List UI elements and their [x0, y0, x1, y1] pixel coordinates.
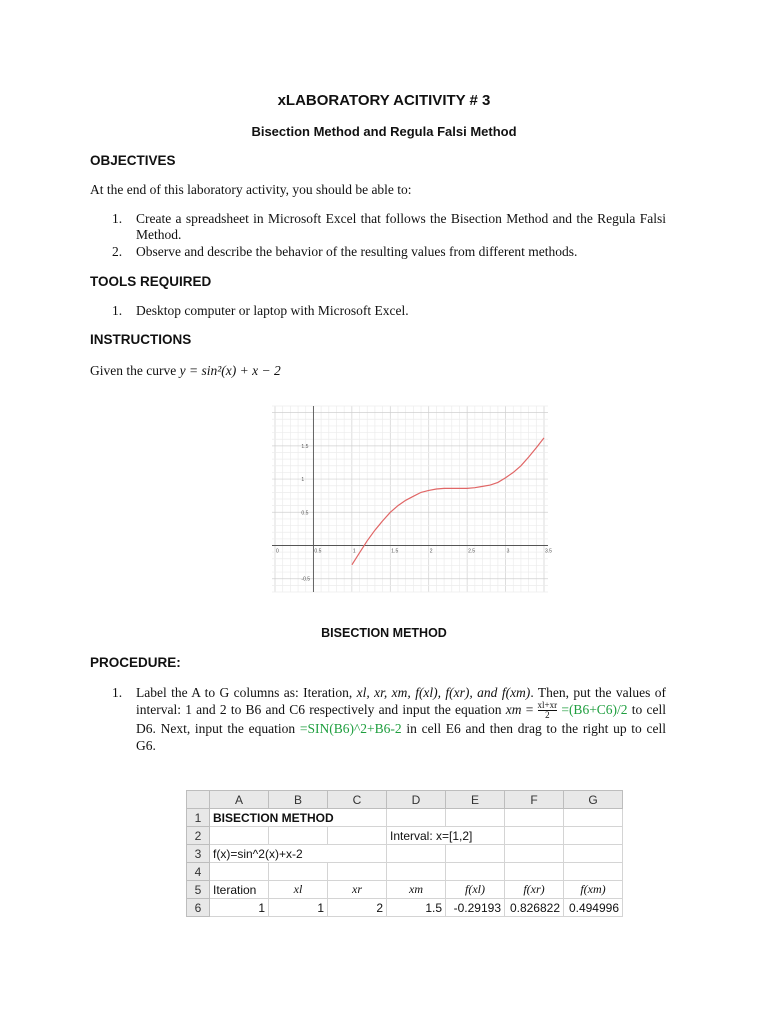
- x-tick-label: 0: [276, 548, 279, 555]
- sheet-cell[interactable]: [564, 863, 623, 881]
- column-header[interactable]: F: [505, 791, 564, 809]
- sheet-cell[interactable]: xr: [328, 881, 387, 899]
- sheet-cell[interactable]: f(xr): [505, 881, 564, 899]
- column-header[interactable]: D: [387, 791, 446, 809]
- bisection-heading: BISECTION METHOD: [321, 626, 447, 640]
- function-graph: [272, 406, 552, 592]
- row-number[interactable]: 4: [187, 863, 210, 881]
- row-number[interactable]: 2: [187, 827, 210, 845]
- y-tick-label: 1.5: [301, 443, 309, 450]
- sheet-cell[interactable]: 1: [210, 899, 269, 917]
- sheet-cell[interactable]: xm: [387, 881, 446, 899]
- sheet-row: [187, 881, 623, 899]
- sheet-cell[interactable]: [210, 827, 269, 845]
- x-tick-label: 3.5: [545, 548, 552, 555]
- sheet-cell[interactable]: [505, 827, 564, 845]
- x-tick-label: 2: [429, 548, 433, 555]
- objective-item: 1. Create a spreadsheet in Microsoft Excel that follows the Bisection Method and the Regula Falsi Method.: [112, 211, 666, 242]
- x-tick-label: 3: [506, 548, 510, 555]
- sheet-cell[interactable]: f(xl): [446, 881, 505, 899]
- row-number[interactable]: 6: [187, 899, 210, 917]
- tools-heading: TOOLS REQUIRED: [90, 274, 212, 289]
- procedure-part: . Then, put the values of interval: 1 and 2 to B6 and C6 respectively and input the equation: [136, 685, 666, 717]
- procedure-labels: xl, xr, xm, f(xl), f(xr), and f(xm): [356, 685, 531, 700]
- excel-sheet: [186, 790, 623, 917]
- given-prefix: Given the curve: [90, 363, 180, 378]
- tool-item: 1. Desktop computer or laptop with Microsoft Excel.: [112, 303, 666, 319]
- column-header-row: [187, 791, 623, 809]
- sheet-row: [187, 827, 623, 845]
- sheet-cell[interactable]: Iteration: [210, 881, 269, 899]
- sheet-cell[interactable]: xl: [269, 881, 328, 899]
- sheet-cell[interactable]: [446, 845, 505, 863]
- y-tick-label: -0.5: [301, 576, 311, 583]
- sheet-cell[interactable]: BISECTION METHOD: [210, 809, 387, 827]
- sheet-cell[interactable]: 2: [328, 899, 387, 917]
- sheet-cell[interactable]: [387, 845, 446, 863]
- procedure-part: Label the A to G columns as: Iteration,: [136, 685, 357, 700]
- sheet-cell[interactable]: [446, 863, 505, 881]
- sheet-cell[interactable]: Interval: x=[1,2]: [387, 827, 505, 845]
- given-equation: y = sin²(x) + x − 2: [179, 363, 281, 378]
- procedure-part: to cell D6. Next, input the equation: [136, 702, 666, 737]
- column-header[interactable]: E: [446, 791, 505, 809]
- sheet-row: [187, 809, 623, 827]
- procedure-part: in cell E6 and then drag to the right up to cell G6.: [136, 721, 666, 754]
- corner-cell[interactable]: [187, 791, 210, 809]
- x-tick-label: 2.5: [468, 548, 476, 555]
- instructions-heading: INSTRUCTIONS: [90, 332, 192, 347]
- row-number[interactable]: 5: [187, 881, 210, 899]
- x-tick-label: 1: [352, 548, 356, 555]
- sheet-cell[interactable]: [564, 827, 623, 845]
- sheet-cell[interactable]: [269, 863, 328, 881]
- sheet-cell[interactable]: [564, 809, 623, 827]
- procedure-heading: PROCEDURE:: [90, 655, 181, 670]
- tool-text: Desktop computer or laptop with Microsoft Excel.: [136, 303, 409, 318]
- sheet-cell[interactable]: [505, 863, 564, 881]
- document-title: xLABORATORY ACITIVITY # 3: [277, 92, 491, 109]
- sheet-row: [187, 863, 623, 881]
- sheet-cell[interactable]: [328, 863, 387, 881]
- midpoint-fraction: [538, 701, 558, 720]
- procedure-text: Label the A to G columns as: Iteration, xl, xr, xm, f(xl), f(xr), and f(xm). Then, put the values of interval: 1 and 2 to B6 and C6 respectively and input the equation xm = $\frac{xl+xr}{2}$ =(B6+C6)/2 to cell D6. Next, input the equation =SIN(B6)^2+B6-2 in cell E6 and then drag to the right up to cell G6.: [136, 685, 666, 754]
- fraction-numerator: xl+xr: [537, 700, 558, 711]
- sheet-cell[interactable]: [210, 863, 269, 881]
- x-tick-label: 1.5: [391, 548, 399, 555]
- y-tick-label: 1: [301, 477, 305, 484]
- sheet-cell[interactable]: f(x)=sin^2(x)+x-2: [210, 845, 387, 863]
- column-header[interactable]: C: [328, 791, 387, 809]
- sheet-cell[interactable]: [505, 809, 564, 827]
- sheet-cell[interactable]: [446, 809, 505, 827]
- objectives-intro: At the end of this laboratory activity, you should be able to:: [90, 182, 412, 197]
- sheet-row: [187, 899, 623, 917]
- document-subtitle: Bisection Method and Regula Falsi Method: [251, 124, 517, 139]
- sheet-cell[interactable]: [505, 845, 564, 863]
- xm-symbol: xm: [505, 702, 522, 717]
- sheet-cell[interactable]: [564, 845, 623, 863]
- given-curve: [90, 363, 281, 379]
- procedure-number: 1.: [112, 685, 123, 700]
- x-tick-label: 0.5: [314, 548, 322, 555]
- objective-item: 2. Observe and describe the behavior of the resulting values from different methods.: [112, 244, 666, 260]
- sheet-cell[interactable]: 0.494996: [564, 899, 623, 917]
- objectives-heading: OBJECTIVES: [90, 153, 176, 168]
- sheet-cell[interactable]: 0.826822: [505, 899, 564, 917]
- sheet-cell[interactable]: [387, 863, 446, 881]
- sheet-row: [187, 845, 623, 863]
- fraction-denominator: 2: [538, 710, 558, 720]
- sheet-cell[interactable]: [328, 827, 387, 845]
- row-number[interactable]: 1: [187, 809, 210, 827]
- objective-text: Create a spreadsheet in Microsoft Excel that follows the Bisection Method and the Regula Falsi Method.: [136, 211, 666, 242]
- sheet-cell[interactable]: f(xm): [564, 881, 623, 899]
- sheet-cell[interactable]: -0.29193: [446, 899, 505, 917]
- sheet-cell[interactable]: 1: [269, 899, 328, 917]
- formula-function: =SIN(B6)^2+B6-2: [299, 721, 402, 737]
- sheet-cell[interactable]: 1.5: [387, 899, 446, 917]
- column-header[interactable]: G: [564, 791, 623, 809]
- objective-text: Observe and describe the behavior of the resulting values from different methods.: [136, 244, 578, 259]
- row-number[interactable]: 3: [187, 845, 210, 863]
- formula-midpoint: =(B6+C6)/2: [561, 702, 628, 717]
- sheet-cell[interactable]: [387, 809, 446, 827]
- column-header[interactable]: B: [269, 791, 328, 809]
- sheet-cell[interactable]: [269, 827, 328, 845]
- procedure-item: [112, 684, 666, 754]
- y-tick-label: 0.5: [301, 510, 309, 517]
- column-header[interactable]: A: [210, 791, 269, 809]
